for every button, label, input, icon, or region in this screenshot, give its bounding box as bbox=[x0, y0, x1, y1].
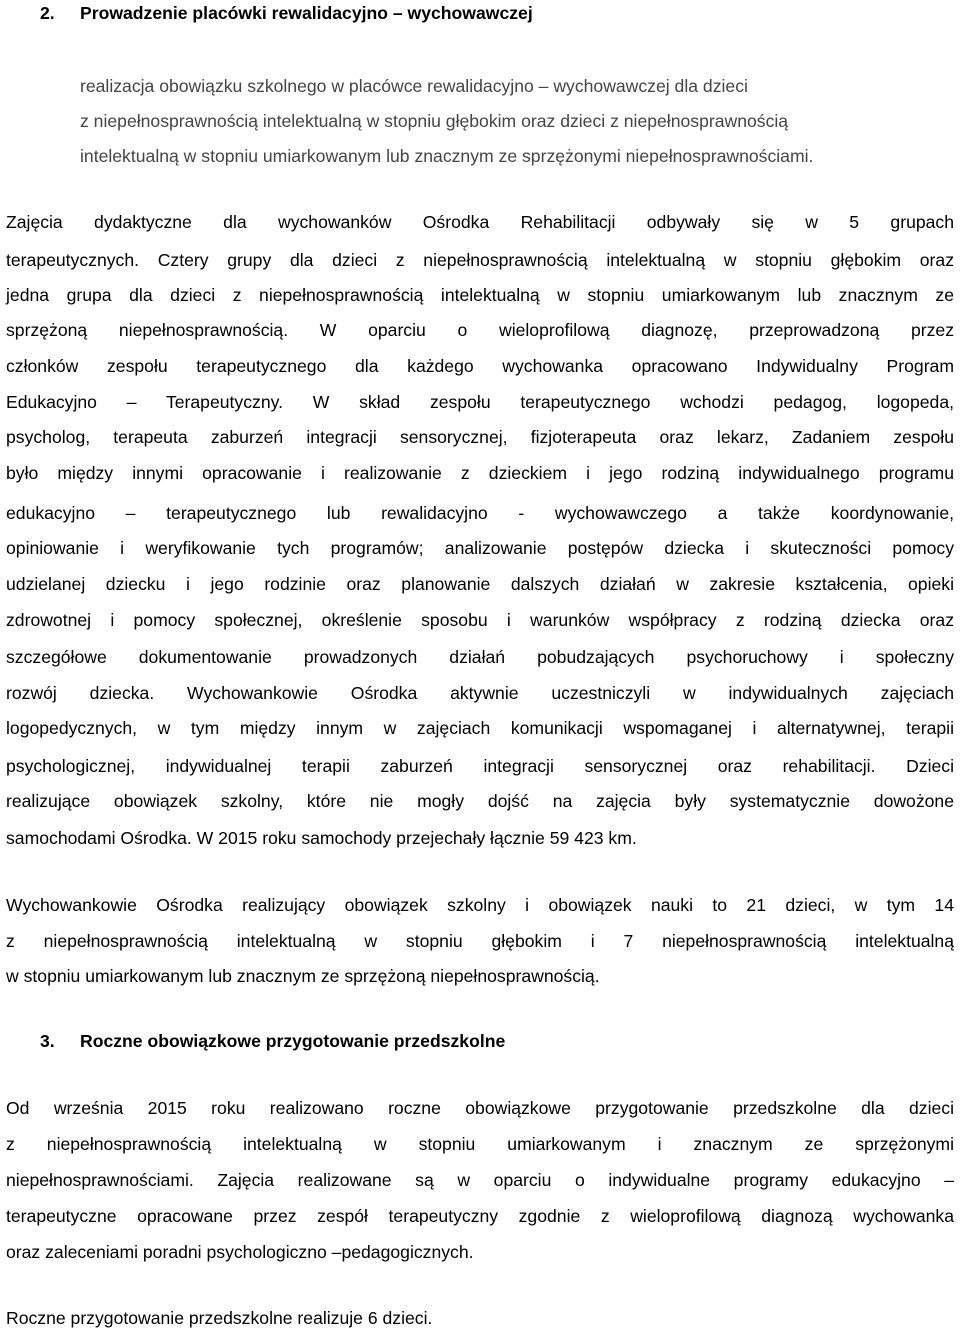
paragraph-line: edukacyjno – terapeutycznego lub rewalidacyjno - wychowawczego a także koordynowanie, bbox=[6, 503, 954, 523]
section-2-number: 2. bbox=[40, 3, 55, 23]
paragraph-line: Edukacyjno – Terapeutyczny. W skład zespołu terapeutycznego wchodzi pedagog, logopeda, bbox=[6, 392, 954, 412]
paragraph-line: z niepełnosprawnością intelektualną w stopniu głębokim i 7 niepełnosprawnością intelektualną bbox=[6, 931, 954, 951]
paragraph-line: rozwój dziecka. Wychowankowie Ośrodka aktywnie uczestniczyli w indywidualnych zajęciach bbox=[6, 683, 954, 703]
paragraph-line: terapeutyczne opracowane przez zespół terapeutyczny zgodnie z wieloprofilową diagnozą wychowanka bbox=[6, 1206, 954, 1226]
paragraph-line: oraz zaleceniami poradni psychologiczno –pedagogicznych. bbox=[6, 1242, 474, 1262]
paragraph-line: Wychowankowie Ośrodka realizujący obowiązek szkolny i obowiązek nauki to 21 dzieci, w tym 14 bbox=[6, 895, 954, 915]
paragraph-line: realizujące obowiązek szkolny, które nie mogły dojść na zajęcia były systematycznie dowożone bbox=[6, 791, 954, 811]
paragraph-line: Zajęcia dydaktyczne dla wychowanków Ośrodka Rehabilitacji odbywały się w 5 grupach bbox=[6, 212, 954, 232]
intro-line: realizacja obowiązku szkolnego w placówce rewalidacyjno – wychowawczej dla dzieci bbox=[80, 76, 748, 96]
paragraph-line: terapeutycznych. Cztery grupy dla dzieci z niepełnosprawnością intelektualną w stopniu głębokim oraz bbox=[6, 250, 954, 270]
paragraph-line: sprzężoną niepełnosprawnością. W oparciu o wieloprofilową diagnozę, przeprowadzoną przez bbox=[6, 320, 954, 340]
paragraph-line: Od września 2015 roku realizowano roczne obowiązkowe przygotowanie przedszkolne dla dzieci bbox=[6, 1098, 954, 1118]
paragraph-line: niepełnosprawnościami. Zajęcia realizowane są w oparciu o indywidualne programy edukacyjno – bbox=[6, 1170, 954, 1190]
paragraph-line: było między innymi opracowanie i realizowanie z dzieckiem i jego rodziną indywidualnego programu bbox=[6, 463, 954, 483]
paragraph-line: szczegółowe dokumentowanie prowadzonych działań pobudzających psychoruchowy i społeczny bbox=[6, 647, 954, 667]
paragraph-line: psycholog, terapeuta zaburzeń integracji sensorycznej, fizjoterapeuta oraz lekarz, Zadaniem zespołu bbox=[6, 427, 954, 447]
paragraph-line: logopedycznych, w tym między innym w zajęciach komunikacji wspomaganej i alternatywnej, terapii bbox=[6, 718, 954, 738]
paragraph-line: psychologicznej, indywidualnej terapii zaburzeń integracji sensorycznej oraz rehabilitacji. Dzieci bbox=[6, 756, 954, 776]
section-3-title: Roczne obowiązkowe przygotowanie przedszkolne bbox=[80, 1031, 506, 1051]
intro-line: intelektualną w stopniu umiarkowanym lub znacznym ze sprzężonymi niepełnosprawnościami. bbox=[80, 146, 814, 166]
paragraph-line: udzielanej dziecku i jego rodzinie oraz planowanie dalszych działań w zakresie kształcenia, opieki bbox=[6, 574, 954, 594]
paragraph-line: w stopniu umiarkowanym lub znacznym ze sprzężoną niepełnosprawnością. bbox=[6, 966, 600, 986]
paragraph-line: z niepełnosprawnością intelektualną w stopniu umiarkowanym i znacznym ze sprzężonymi bbox=[6, 1134, 954, 1154]
paragraph-line: członków zespołu terapeutycznego dla każdego wychowanka opracowano Indywidualny Program bbox=[6, 356, 954, 376]
section-3-number: 3. bbox=[40, 1031, 55, 1051]
paragraph-line: jedna grupa dla dzieci z niepełnosprawnością intelektualną w stopniu umiarkowanym lub znacznym ze bbox=[6, 285, 954, 305]
paragraph-line: opiniowanie i weryfikowanie tych programów; analizowanie postępów dziecka i skuteczności pomocy bbox=[6, 538, 954, 558]
paragraph-line: samochodami Ośrodka. W 2015 roku samochody przejechały łącznie 59 423 km. bbox=[6, 828, 637, 848]
paragraph-line: zdrowotnej i pomocy społecznej, określenie sposobu i warunków współpracy z rodziną dziecka oraz bbox=[6, 610, 954, 630]
section-2-title: Prowadzenie placówki rewalidacyjno – wychowawczej bbox=[80, 3, 533, 23]
closing-line: Roczne przygotowanie przedszkolne realizuje 6 dzieci. bbox=[6, 1308, 433, 1328]
intro-line: z niepełnosprawnością intelektualną w stopniu głębokim oraz dzieci z niepełnosprawnością bbox=[80, 111, 789, 131]
